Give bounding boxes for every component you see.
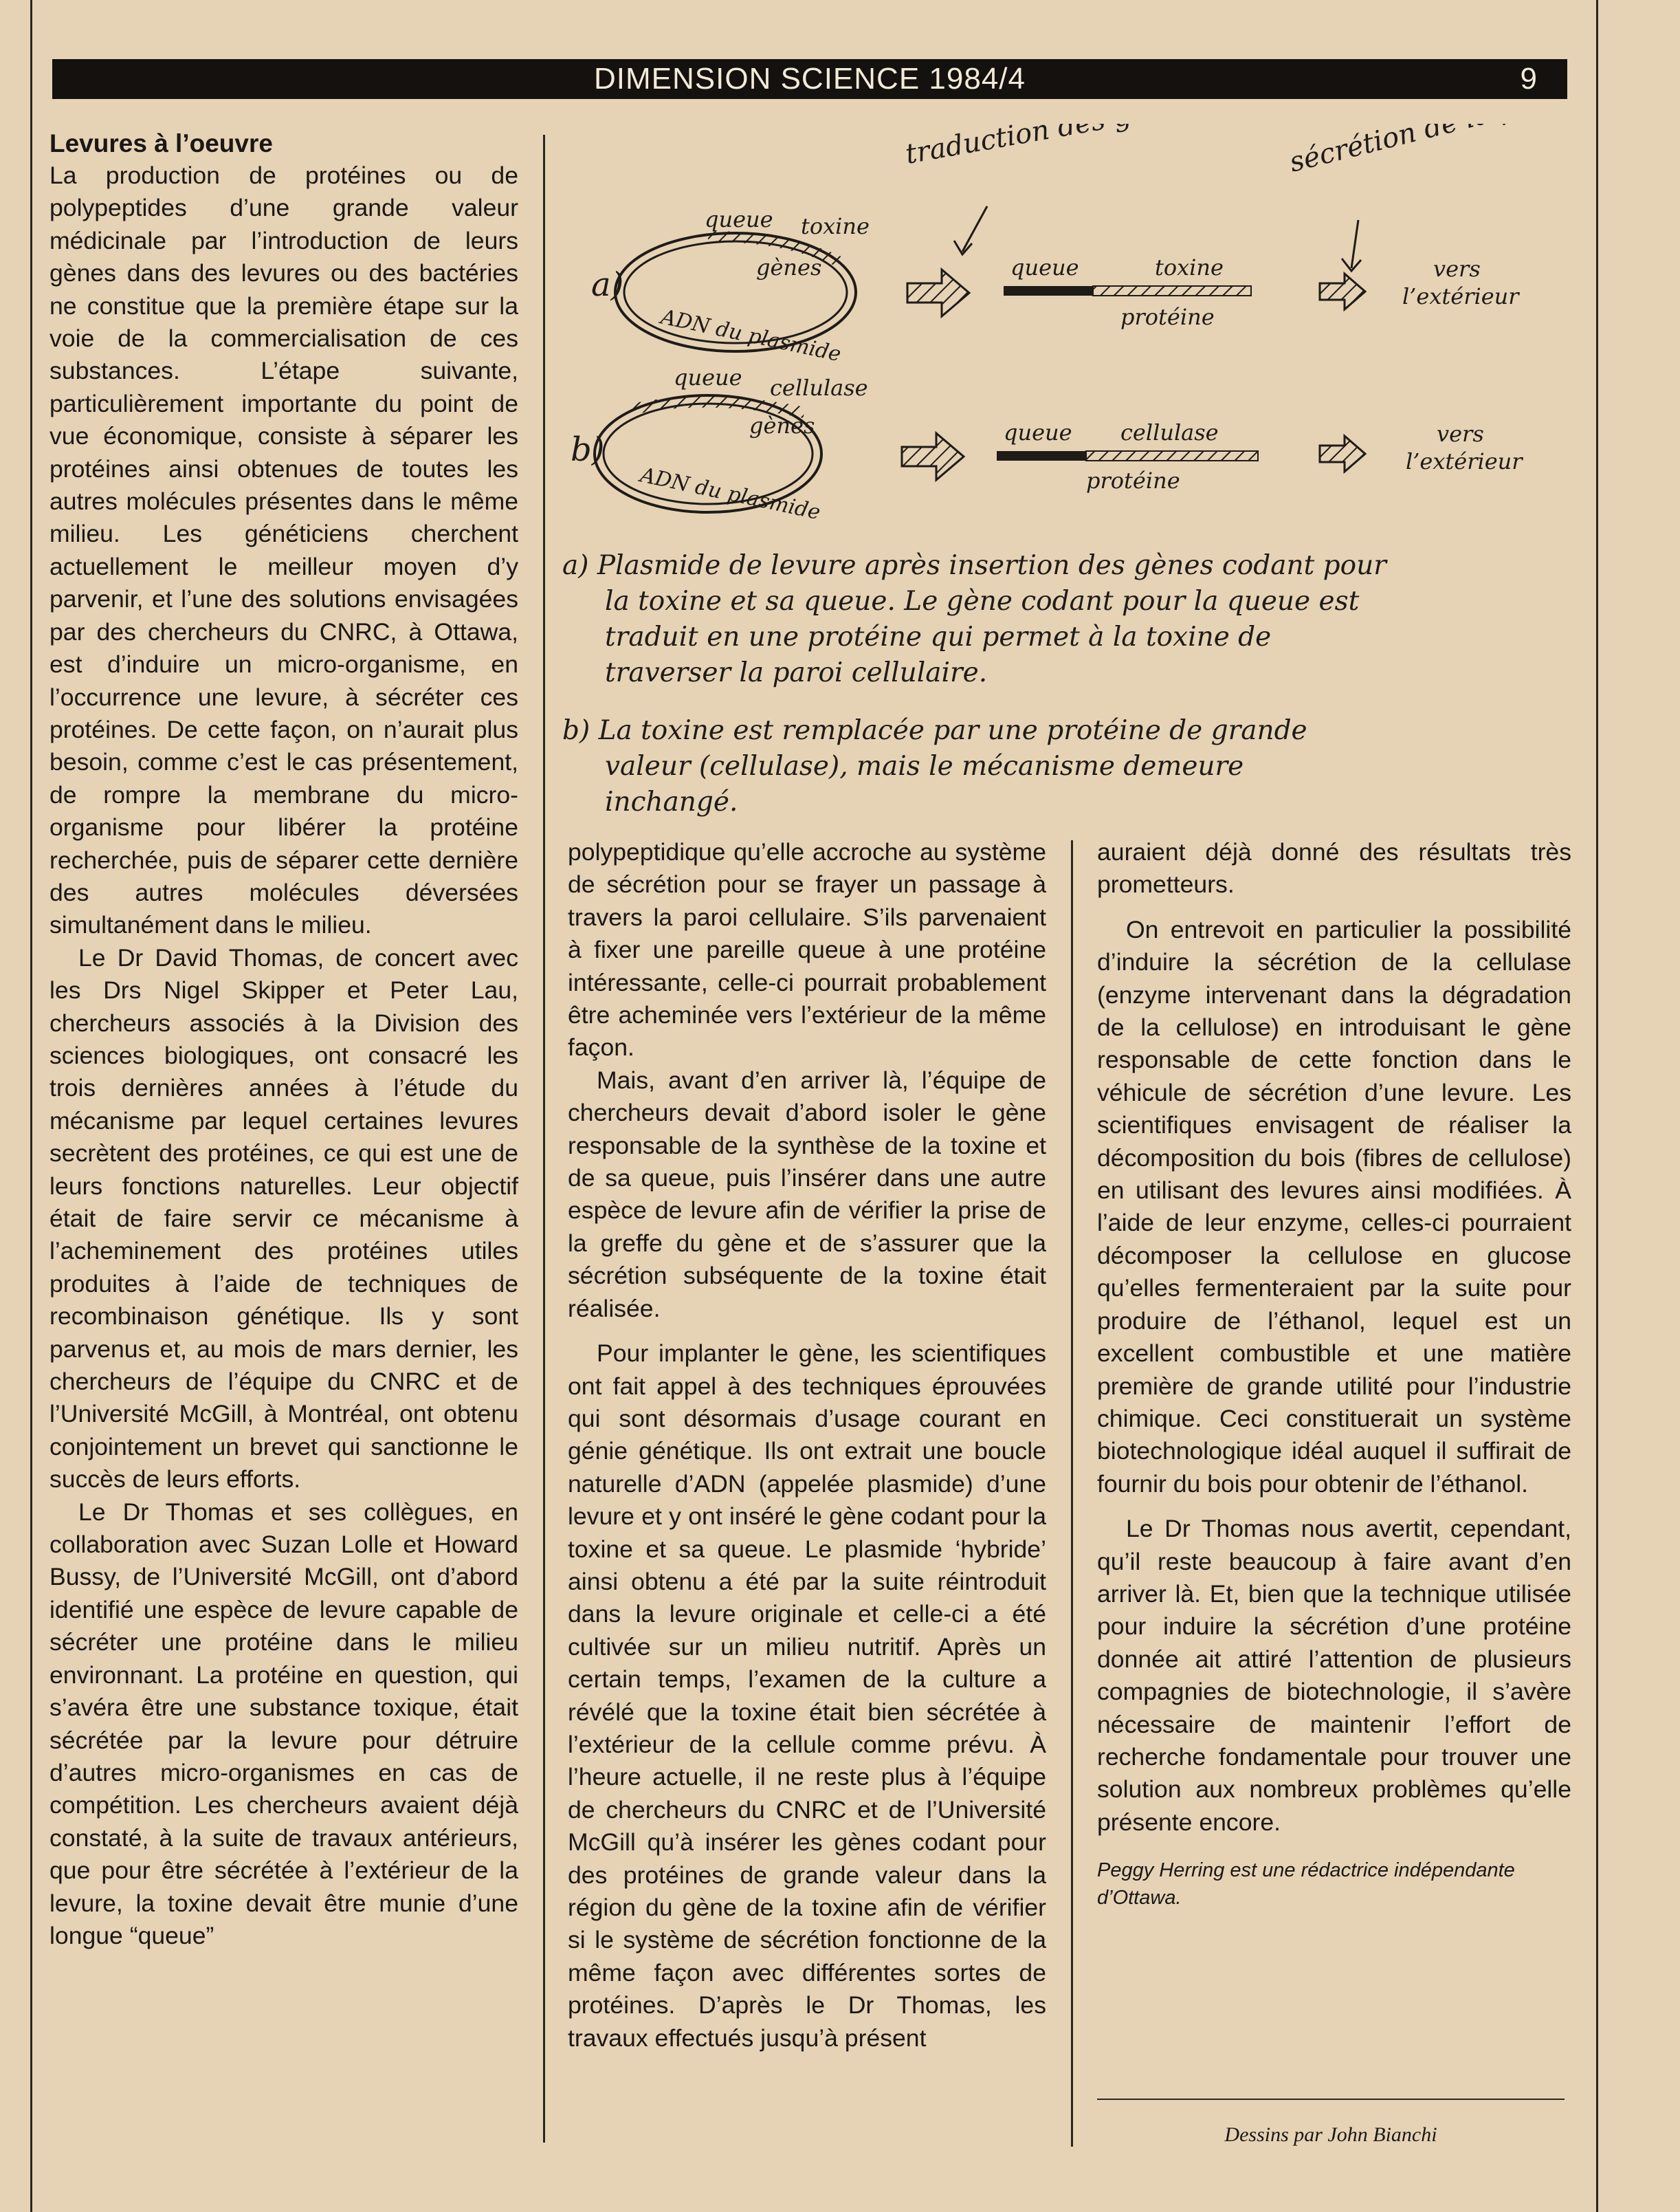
arrow-secretion-pointer	[1351, 220, 1358, 268]
paragraph: La production de protéines ou de polypeptides d’une grande valeur médicinale par l’introduction de leurs gènes dans des levures ou des bactéries ne constitue que la première étape sur la voie de la commercialisation de ces substances. L’étape suivante, particulièrement importante du point de vue économique, consiste à séparer les protéines ainsi obtenues de toutes les autres molécules présentes dans le même milieu. Les généticiens cherchent actuellement le meilleur moyen d’y parvenir, et l’une des solutions envisagées par des chercheurs du CNRC, à Ottawa, est d’induire un micro-organisme, en l’occurrence une levure, à sécréter ces protéines. De cette façon, on n’aurait plus besoin, comme c’est le cas présentement, de rompre la membrane du micro-organisme pour libérer la protéine recherchée, puis de séparer cette dernière des autres molécules déversées simultanément dans le milieu.	[49, 162, 518, 939]
column-rule-left	[543, 135, 545, 2143]
paragraph: Mais, avant d’en arriver là, l’équipe de chercheurs devait d’abord isoler le gène responsable de la synthèse de la toxine et de sa queue, puis l’insérer dans une autre espèce de levure afin de vérifier la prise de la greffe du gène et de s’assurer que la sécrétion subséquente de la toxine était réalisée.	[568, 1066, 1046, 1322]
running-header	[52, 59, 1567, 99]
paragraph: Le Dr David Thomas, de concert avec les Drs Nigel Skipper et Peter Lau, chercheurs associés à la Division des sciences biologiques, ont consacré les trois dernières années à l’étude du mécanisme par lequel certaines levures secrètent des protéines, ce qui est une de leurs fonctions naturelles. Leur objectif était de faire servir ce mécanisme à l’acheminement des protéines utiles produites à l’aide de techniques de recombinaison génétique. Ils y sont parvenus et, au mois de mars dernier, les chercheurs de l’équipe du CNRC et de l’Université McGill, à Montréal, ont obtenu conjointement un brevet qui sanctionne le succès de leurs efforts.	[49, 943, 518, 1493]
paragraph: Le Dr Thomas et ses collègues, en collaboration avec Suzan Lolle et Howard Bussy, de l’Université McGill, ont d’abord identifié une espèce de levure capable de sécréter une protéine dans le milieu environnant. La protéine en question, qui s’avéra être une substance toxique, était sécrétée par la levure pour détruire d’autres micro-organismes en cas de compétition. Les chercheurs avaient déjà constaté, à la suite de travaux antérieurs, que pour être sécrétée à l’extérieur de la levure, la toxine devait être munie d’une longue “queue”	[49, 1498, 518, 1949]
protein-a-body-bar	[1093, 286, 1251, 296]
label-a-gene: toxine	[801, 213, 870, 239]
caption-a-line: la toxine et sa queue. Le gène codant pour la queue est	[605, 586, 1360, 617]
paragraph: Pour implanter le gène, les scientifiques ont fait appel à des techniques éprouvées qui sont désormais d’usage courant en génie génétique. Ils ont extrait une boucle naturelle d’ADN (appelée plasmide) d’une levure et y ont inséré le gène codant pour la toxine et sa queue. Le plasmide ‘hybride’ ainsi obtenu a été par la suite réintroduit dans la levure originale et celle-ci a été cultivée sur un milieu nutritif. Après un certain temps, l’examen de la culture a révélé que la toxine était bien sécrétée à l’extérieur de la cellule comme prévu. À l’heure actuelle, il ne reste plus à l’équipe de chercheurs du CNRC et de l’Université McGill qu’à insérer les gènes codant pour des protéines de grande valeur dans la région du gène de la toxine afin de vérifier si le système de sécrétion fonctionne de la même façon avec différentes sortes de protéines. D’après le Dr Thomas, les travaux effectués jusqu’à présent	[568, 1339, 1046, 2052]
paragraph: polypeptidique qu’elle accroche au système de sécrétion pour se frayer un passage à travers la paroi cellulaire. S’ils parvenaient à fixer une pareille queue à une protéine intéressante, celle-ci pourrait probablement être acheminée vers l’extérieur de la même façon.	[568, 838, 1046, 1062]
label-a-queue: queue	[705, 206, 773, 232]
label-a-exterieur: l’extérieur	[1402, 283, 1519, 309]
arrow-b-1	[902, 433, 964, 480]
paragraph: auraient déjà donné des résultats très prometteurs.	[1097, 838, 1571, 899]
arrow-b-2	[1320, 436, 1365, 472]
label-b-queue: queue	[674, 364, 742, 391]
protein-a-queue-bar	[1004, 286, 1093, 296]
arrow-translation-head	[954, 241, 972, 254]
label-b-plasmid: ADN du plasmide	[638, 463, 823, 525]
arrow-a-2	[1320, 274, 1365, 309]
label-b-gene: cellulase	[770, 375, 868, 401]
protein-b-body-bar	[1086, 451, 1258, 461]
drawing-credit: Dessins par John Bianchi	[1224, 2123, 1437, 2146]
caption-b	[562, 715, 1307, 818]
paragraph: Le Dr Thomas nous avertit, cependant, qu’il reste beaucoup à faire avant d’en arriver là. Et, bien que la technique utilisée pour induire la sécrétion d’une protéine donnée ait attiré l’attention de plusieurs compagnies de biotechnologie, il s’avère nécessaire de maintenir l’effort de recherche fondamentale pour trouver une solution aux nombreux problèmes qu’elle présente encore.	[1097, 1515, 1571, 1836]
label-a-protein: protéine	[1120, 304, 1215, 330]
caption-a-line: traduit en une protéine qui permet à la toxine de	[605, 622, 1272, 653]
article-heading: Levures à l’oeuvre	[49, 129, 273, 157]
label-a-plasmid: ADN du plasmide	[659, 305, 843, 367]
plasmid-diagram	[550, 124, 1581, 825]
label-b-exterieur: l’extérieur	[1406, 448, 1523, 474]
label-b-genes: gènes	[749, 413, 815, 439]
author-note: Peggy Herring est une rédactrice indépendante d’Ottawa.	[1097, 1859, 1515, 1909]
label-b-vers: vers	[1437, 421, 1484, 447]
article-column-3	[1097, 836, 1571, 1912]
marker-b: b)	[571, 430, 605, 469]
label-b-protein-queue: queue	[1004, 419, 1072, 446]
arrow-a-1	[907, 270, 969, 316]
caption-b-line: b) La toxine est remplacée par une protéine de grande	[562, 715, 1307, 746]
marker-a: a)	[591, 265, 624, 304]
caption-a-line: traverser la paroi cellulaire.	[605, 657, 988, 688]
article-column-1	[49, 128, 518, 1952]
journal-title: DIMENSION SCIENCE 1984/4	[594, 62, 1026, 96]
label-a-vers: vers	[1433, 256, 1481, 282]
gene-segment-b	[632, 402, 804, 413]
label-a-protein-name: toxine	[1155, 254, 1224, 281]
paragraph: On entrevoit en particulier la possibilité d’induire la sécrétion de la cellulase (enzyme intervenant dans la dégradation de la cellulose) en introduisant le gène responsable de cette fonction dans le véhicule de sécrétion d’une levure. Les scientifiques envisagent de réaliser la décomposition du bois (fibres de cellulose) en utilisant des levures ainsi modifiées. À l’aide de leur enzyme, celles-ci pourraient décomposer la cellulose en glucose qu’elles fermenteraient par la suite pour produire de l’éthanol, lequel est un excellent combustible et une matière première de grande utilité pour l’industrie chimique. Ceci constituerait un système biotechnologique idéal auquel il suffirait de fournir du bois pour obtenir de l’éthanol.	[1097, 915, 1571, 1498]
label-a-genes: gènes	[756, 254, 822, 281]
article-column-2	[568, 836, 1046, 2055]
label-secretion	[1286, 124, 1581, 179]
label-a-protein-queue: queue	[1010, 254, 1079, 281]
caption-b-line: inchangé.	[605, 787, 738, 818]
page-number: 9	[1520, 62, 1537, 96]
protein-b-queue-bar	[997, 451, 1086, 461]
label-b-protein-name: cellulase	[1120, 419, 1219, 446]
column-rule-right	[1071, 840, 1073, 2147]
caption-a-line: a) Plasmide de levure après insertion des gènes codant pour	[562, 550, 1386, 581]
page-edge-left	[30, 0, 32, 2212]
arrow-translation-pointer	[962, 206, 987, 252]
credit-divider	[1097, 2099, 1565, 2100]
page-edge-right	[1596, 0, 1598, 2212]
caption-b-line: valeur (cellulase), mais le mécanisme demeure	[605, 751, 1244, 782]
caption-a	[562, 550, 1388, 688]
label-b-protein: protéine	[1086, 468, 1180, 494]
